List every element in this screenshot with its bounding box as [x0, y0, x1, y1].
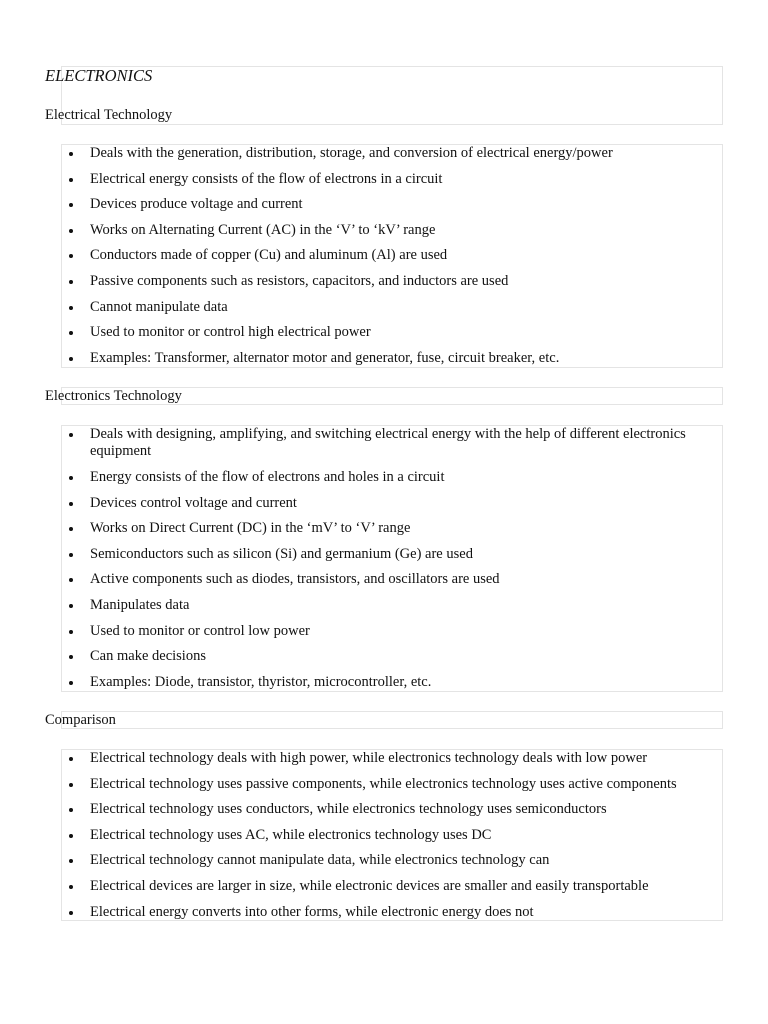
bullet-icon: [69, 254, 73, 258]
bullet-icon: [69, 757, 73, 761]
list-item: [62, 520, 722, 546]
bullet-icon: [69, 178, 73, 182]
list-item: [62, 324, 722, 350]
bullet-icon: [69, 229, 73, 233]
list-item: [62, 350, 722, 369]
list-item-text: Active components such as diodes, transistors, and oscillators are used: [90, 571, 500, 588]
list-item-text: Deals with designing, amplifying, and switching electrical energy with the help of different electronics equipment: [90, 426, 686, 459]
list-item: [62, 171, 722, 197]
list-item-text: Semiconductors such as silicon (Si) and germanium (Ge) are used: [90, 545, 473, 562]
list-item-text: Electrical technology uses conductors, while electronics technology uses semiconductors: [90, 801, 607, 818]
list-item-text: Examples: Transformer, alternator motor and generator, fuse, circuit breaker, etc.: [90, 349, 560, 366]
list-item-text: Manipulates data: [90, 596, 190, 613]
bullet-icon: [69, 783, 73, 787]
bullet-icon: [69, 885, 73, 889]
list-item: [62, 904, 722, 923]
section-heading-electronics: Electronics Technology: [45, 388, 182, 404]
list-item-text: Devices control voltage and current: [90, 494, 297, 511]
list-item: [62, 196, 722, 222]
section-heading-electrical: Electrical Technology: [45, 107, 173, 123]
bullet-icon: [69, 433, 73, 437]
list-item: [62, 623, 722, 649]
comparison-heading-box: [61, 711, 723, 729]
list-item-text: Works on Direct Current (DC) in the ‘mV’ to ‘V’ range: [90, 520, 411, 537]
list-item-text: Electrical energy converts into other forms, while electronic energy does not: [90, 903, 534, 920]
bullet-icon: [69, 357, 73, 361]
list-item: [62, 750, 722, 776]
bullet-icon: [69, 859, 73, 863]
bullet-icon: [69, 152, 73, 156]
list-item: [62, 827, 722, 853]
bullet-icon: [69, 578, 73, 582]
list-item: [62, 852, 722, 878]
list-item: [62, 878, 722, 904]
list-item-text: Electrical technology uses AC, while electronics technology uses DC: [90, 826, 492, 843]
electrical-technology-list: [62, 145, 722, 369]
list-item: [62, 546, 722, 572]
list-item-text: Deals with the generation, distribution, storage, and conversion of electrical energy/power: [90, 145, 613, 161]
list-item-text: Examples: Diode, transistor, thyristor, microcontroller, etc.: [90, 673, 432, 690]
bullet-icon: [69, 203, 73, 207]
document-title: ELECTRONICS: [45, 66, 153, 85]
list-item: [62, 648, 722, 674]
list-item: [62, 426, 722, 469]
list-item-text: Electrical energy consists of the flow of electrons in a circuit: [90, 170, 443, 187]
list-item-text: Used to monitor or control low power: [90, 622, 310, 639]
list-item-text: Electrical technology uses passive components, while electronics technology uses active components: [90, 775, 677, 792]
list-item-text: Passive components such as resistors, capacitors, and inductors are used: [90, 272, 509, 289]
bullet-icon: [69, 476, 73, 480]
bullet-icon: [69, 834, 73, 838]
bullet-icon: [69, 331, 73, 335]
bullet-icon: [69, 681, 73, 685]
list-item: [62, 299, 722, 325]
electronics-technology-list: [62, 426, 722, 693]
bullet-icon: [69, 553, 73, 557]
list-item-text: Electrical devices are larger in size, while electronic devices are smaller and easily transportable: [90, 877, 649, 894]
list-item-text: Cannot manipulate data: [90, 298, 228, 315]
list-item-text: Electrical technology cannot manipulate data, while electronics technology can: [90, 852, 550, 869]
list-item: [62, 145, 722, 171]
list-item: [62, 674, 722, 693]
bullet-icon: [69, 655, 73, 659]
bullet-icon: [69, 630, 73, 634]
section-heading-comparison: Comparison: [45, 712, 116, 728]
list-item: [62, 571, 722, 597]
list-item: [62, 247, 722, 273]
list-item-text: Works on Alternating Current (AC) in the ‘V’ to ‘kV’ range: [90, 221, 436, 238]
bullet-icon: [69, 808, 73, 812]
list-item-text: Electrical technology deals with high power, while electronics technology deals with low power: [90, 750, 648, 766]
list-item-text: Can make decisions: [90, 648, 206, 665]
bullet-icon: [69, 306, 73, 310]
bullet-icon: [69, 280, 73, 284]
bullet-icon: [69, 604, 73, 608]
comparison-list: [62, 750, 722, 923]
list-item-text: Conductors made of copper (Cu) and aluminum (Al) are used: [90, 247, 448, 264]
list-item: [62, 273, 722, 299]
bullet-icon: [69, 502, 73, 506]
list-item: [62, 801, 722, 827]
list-item-text: Used to monitor or control high electrical power: [90, 324, 371, 341]
list-item: [62, 597, 722, 623]
list-item: [62, 495, 722, 521]
bullet-icon: [69, 527, 73, 531]
list-item-text: Devices produce voltage and current: [90, 196, 303, 213]
list-item: [62, 222, 722, 248]
bullet-icon: [69, 911, 73, 915]
list-item: [62, 776, 722, 802]
list-item: [62, 469, 722, 495]
list-item-text: Energy consists of the flow of electrons and holes in a circuit: [90, 469, 445, 485]
